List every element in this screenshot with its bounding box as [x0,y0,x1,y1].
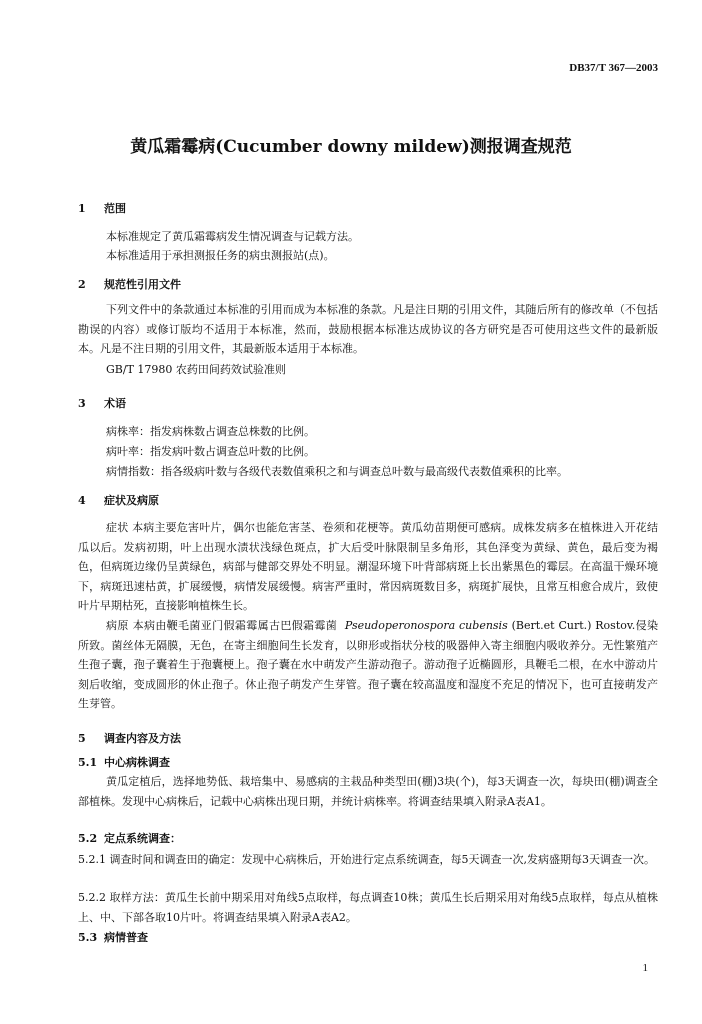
subsection-5-1-heading [78,754,170,770]
section-number: 5 [78,732,86,745]
section-title: 调查内容及方法 [104,732,181,745]
paragraph-pathogen: 病原 本病由鞭毛菌亚门假霜霉属古巴假霜霉菌 Pseudoperonospora cubensis (Bert.et Curt.) Rostov.侵染所致。菌丝体无隔膜，无色，在寄主细胞间生长发育，以卵形或指状分枝的吸器伸入寄主细胞内吸收养分。无性繁殖产生孢子囊，孢子囊着生于孢囊梗上。孢子囊在水中萌发产生游动孢子。游动孢子近椭圆形，具鞭毛二根，在水中游动片刻后收缩，变成圆形的休止孢子。休止孢子萌发产生芽管。孢子囊在较高温度和湿度不充足的情况下，也可直接萌发产生芽管。 [78,619,659,710]
definition: 病情指数：指各级病叶数与各级代表数值乘积之和与调查总叶数与最高级代表数值乘积的比率。 [106,465,568,478]
reference-item: GB/T 17980 农药田间药效试验准则 [106,363,286,376]
section-5-heading [78,730,181,746]
subsection-5-2-heading [78,830,181,846]
latin-name: Pseudoperonospora cubensis [344,619,508,632]
section-number: 5.2 [78,832,98,845]
section-4-heading [78,492,159,508]
section-2-heading [78,276,181,292]
section-title: 范围 [104,202,126,215]
paragraph: 本标准适用于承担测报任务的病虫测报站(点)。 [106,249,335,262]
paragraph: 本标准规定了黄瓜霜霉病发生情况调查与记载方法。 [106,230,359,243]
section-title: 定点系统调查： [104,832,181,845]
paragraph: 5.2.1 调查时间和调查田的确定：发现中心病株后，开始进行定点系统调查，每5天调查一次,发病盛期每3天调查一次。 [78,853,655,866]
definition: 病株率：指发病株数占调查总株数的比例。 [106,425,315,438]
subsection-5-3-heading [78,929,148,945]
section-3-heading [78,395,126,411]
section-title: 病情普查 [104,931,148,944]
section-number: 2 [78,278,86,291]
section-number: 4 [78,494,86,507]
section-title: 规范性引用文件 [104,278,181,291]
section-title: 中心病株调查 [104,756,170,769]
definition: 病叶率：指发病叶数占调查总叶数的比例。 [106,445,315,458]
section-title: 术语 [104,397,126,410]
section-number: 1 [78,202,86,215]
paragraph: 下列文件中的条款通过本标准的引用而成为本标准的条款。凡是注日期的引用文件，其随后所有的修改单（不包括勘误的内容）或修订版均不适用于本标准，然而，鼓励根据本标准达成协议的各方研究是否可使用这些文件的最新版本。凡是不注日期的引用文件，其最新版本适用于本标准。 [78,303,658,355]
page-title: 黄瓜霜霉病(Cucumber downy mildew)测报调查规范 [130,137,572,157]
paragraph: 5.2.2 取样方法：黄瓜生长前中期采用对角线5点取样，每点调查10株；黄瓜生长后期采用对角线5点取样，每点从植株上、中、下部各取10片叶。将调查结果填入附录A表A2。 [78,891,658,924]
paragraph: 黄瓜定植后，选择地势低、栽培集中、易感病的主栽品种类型田(棚)3块(个)，每3天调查一次，每块田(棚)调查全部植株。发现中心病株后，记载中心病株出现日期，并统计病株率。将调查结果填入附录A表A1。 [78,775,658,808]
section-number: 5.1 [78,756,98,769]
paragraph-symptoms: 症状 本病主要危害叶片，偶尔也能危害茎、卷须和花梗等。黄瓜幼苗期便可感病。成株发病多在植株进入开花结瓜以后。发病初期，叶上出现水渍状浅绿色斑点，扩大后受叶脉限制呈多角形，其色泽变为黄绿、黄色，最后变为褐色，但病斑边缘仍呈黄绿色，病部与健部交界处不明显。潮湿环境下叶背部病斑上长出紫黑色的霉层。在高温干燥环境下，病斑迅速枯黄，扩展缓慢，病情发展缓慢。病害严重时，常因病斑数目多，病斑扩展快，且常互相愈合成片，致使叶片早期枯死，直接影响植株生长。 [78,521,658,612]
section-1-heading [78,200,126,216]
section-number: 5.3 [78,931,98,944]
page-number: 1 [642,962,648,974]
section-number: 3 [78,397,86,410]
document-number: DB37/T 367—2003 [569,62,658,74]
section-title: 症状及病原 [104,494,159,507]
